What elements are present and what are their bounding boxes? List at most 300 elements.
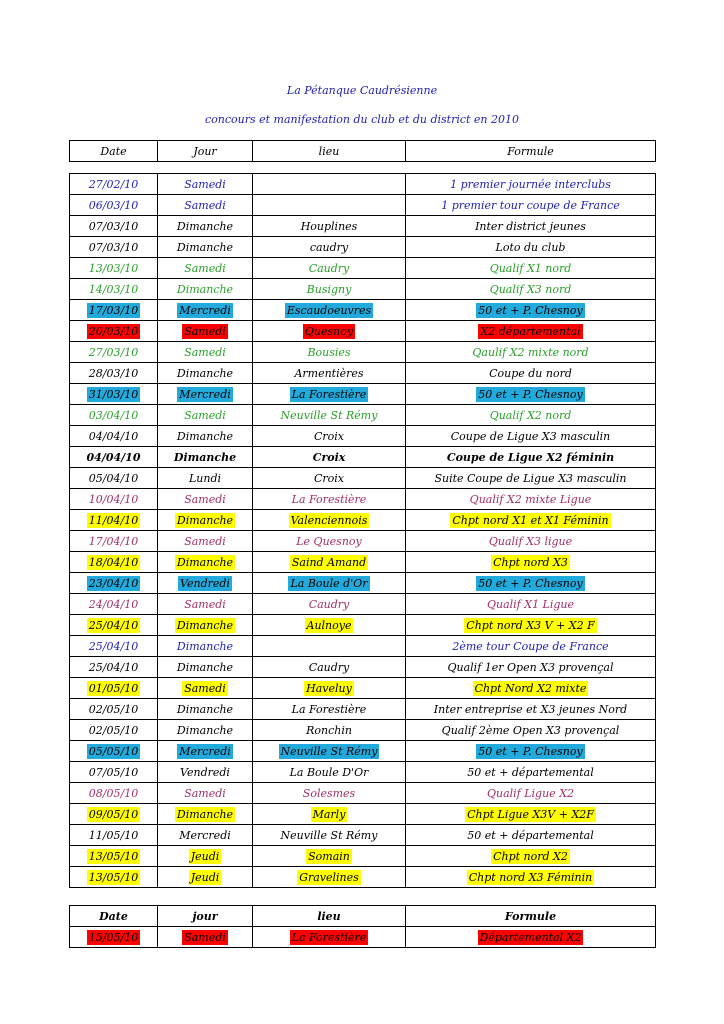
lieu-text: Croix	[313, 471, 345, 485]
cell-formule	[406, 657, 656, 678]
lieu-text: Caudry	[308, 660, 350, 674]
cell-lieu	[253, 867, 406, 888]
table-row	[70, 846, 656, 867]
cell-lieu	[253, 825, 406, 846]
cell-formule	[406, 678, 656, 699]
date-text: 02/05/10	[88, 723, 139, 737]
table-row	[70, 762, 656, 783]
lieu-text: Quesnoy	[304, 324, 354, 338]
formule-text: Qualif X2 mixte Ligue	[469, 492, 592, 506]
cell-formule	[406, 300, 656, 321]
table-row	[70, 783, 656, 804]
lieu-text: Armentières	[294, 366, 364, 380]
cell-formule	[406, 363, 656, 384]
jour-text: Samedi	[184, 345, 226, 359]
cell-jour	[158, 636, 253, 657]
table-row	[70, 510, 656, 531]
table-row	[70, 321, 656, 342]
cell-jour	[158, 678, 253, 699]
date-text: 07/05/10	[88, 765, 139, 779]
lieu-text: Houplines	[300, 219, 358, 233]
formule-text: 1 premier tour coupe de France	[441, 198, 620, 212]
cell-jour	[158, 804, 253, 825]
table-row	[70, 174, 656, 195]
cell-date	[70, 405, 158, 426]
cell-formule	[406, 741, 656, 762]
cell-jour	[158, 174, 253, 195]
header-table-2	[69, 905, 656, 927]
header-lieu: lieu	[253, 141, 406, 162]
cell-jour	[158, 510, 253, 531]
cell-jour	[158, 720, 253, 741]
cell-formule	[406, 258, 656, 279]
cell-jour	[158, 279, 253, 300]
date-text: 07/03/10	[88, 219, 139, 233]
cell-date	[70, 489, 158, 510]
table-row	[70, 195, 656, 216]
formule-text: Qualif 2ème Open X3 provençal	[441, 723, 620, 737]
jour-text: Lundi	[188, 471, 222, 485]
jour-text: Samedi	[184, 534, 226, 548]
table-row	[70, 867, 656, 888]
table-row	[70, 237, 656, 258]
events-body-2	[70, 927, 656, 948]
lieu-text: La Forestière	[291, 492, 367, 506]
cell-date	[70, 594, 158, 615]
table-row	[70, 363, 656, 384]
formule-text: Inter entreprise et X3 jeunes Nord	[433, 702, 628, 716]
jour-text: Vendredi	[180, 765, 230, 779]
events-table-2	[69, 926, 656, 948]
header-row-2	[70, 906, 656, 927]
formule-text: Chpt nord X1 et X1 Féminin	[452, 513, 609, 527]
date-text: 17/04/10	[88, 534, 139, 548]
lieu-text: Caudry	[308, 261, 350, 275]
date-text: 18/04/10	[88, 555, 139, 569]
formule-text: Inter district jeunes	[475, 219, 586, 233]
cell-lieu	[253, 804, 406, 825]
table-row	[70, 405, 656, 426]
date-text: 23/04/10	[88, 576, 139, 590]
formule-text: Chpt Nord X2 mixte	[474, 681, 587, 695]
date-text: 14/03/10	[88, 282, 139, 296]
formule-text: 50 et + P. Chesnoy	[478, 576, 583, 590]
cell-lieu	[253, 489, 406, 510]
cell-formule	[406, 783, 656, 804]
date-text: 11/04/10	[88, 513, 139, 527]
cell-formule	[406, 426, 656, 447]
cell-date	[70, 426, 158, 447]
cell-date	[70, 741, 158, 762]
table-row	[70, 678, 656, 699]
cell-jour	[158, 741, 253, 762]
cell-date	[70, 762, 158, 783]
cell-date	[70, 573, 158, 594]
date-text: 11/05/10	[88, 828, 139, 842]
cell-lieu	[253, 510, 406, 531]
cell-lieu	[253, 426, 406, 447]
cell-jour	[158, 405, 253, 426]
date-text: 10/04/10	[88, 492, 139, 506]
cell-formule	[406, 468, 656, 489]
date-text: 04/04/10	[88, 429, 139, 443]
cell-date	[70, 342, 158, 363]
header2-formule: Formule	[406, 906, 656, 927]
jour-text: Dimanche	[176, 219, 234, 233]
cell-date	[70, 174, 158, 195]
lieu-text: La Boule d'Or	[290, 576, 368, 590]
cell-lieu	[253, 237, 406, 258]
cell-lieu	[253, 636, 406, 657]
cell-date	[70, 510, 158, 531]
lieu-text: Aulnoye	[306, 618, 352, 632]
club-title: La Pétanque Caudrésienne	[286, 84, 438, 97]
table-row	[70, 468, 656, 489]
lieu-text: caudry	[309, 240, 349, 254]
lieu-text: Gravelines	[299, 870, 359, 884]
jour-text: Dimanche	[176, 639, 234, 653]
cell-formule	[406, 720, 656, 741]
cell-date	[70, 195, 158, 216]
cell-jour	[158, 594, 253, 615]
formule-text: Coupe de Ligue X3 masculin	[450, 429, 611, 443]
formule-text: Qualif X3 nord	[489, 282, 572, 296]
table-row	[70, 573, 656, 594]
jour-text: Mercredi	[179, 387, 231, 401]
formule-text: Qualif X1 Ligue	[486, 597, 575, 611]
cell-lieu	[253, 783, 406, 804]
cell-formule	[406, 594, 656, 615]
table-row	[70, 384, 656, 405]
cell-date	[70, 846, 158, 867]
date-text: 25/04/10	[88, 618, 139, 632]
cell-jour	[158, 321, 253, 342]
cell-jour	[158, 468, 253, 489]
formule-text: Coupe du nord	[489, 366, 572, 380]
cell-jour	[158, 489, 253, 510]
cell-jour	[158, 615, 253, 636]
formule-text: Loto du club	[495, 240, 566, 254]
formule-text: Coupe de Ligue X2 féminin	[446, 450, 615, 464]
lieu-text: Somain	[308, 849, 350, 863]
lieu-text: Solesmes	[302, 786, 356, 800]
cell-jour	[158, 447, 253, 468]
cell-lieu	[253, 762, 406, 783]
lieu-text: Neuville St Rémy	[280, 828, 378, 842]
formule-text: Chpt nord X3 Féminin	[468, 870, 593, 884]
table-row	[70, 804, 656, 825]
cell-formule	[406, 279, 656, 300]
date-text: 01/05/10	[88, 681, 139, 695]
cell-formule	[406, 636, 656, 657]
date-text: 02/05/10	[88, 702, 139, 716]
date-text: 09/05/10	[88, 807, 139, 821]
cell-formule	[406, 405, 656, 426]
cell-lieu	[253, 594, 406, 615]
cell-formule	[406, 195, 656, 216]
date-text: 27/02/10	[88, 177, 139, 191]
cell-lieu	[253, 321, 406, 342]
lieu-text: Croix	[312, 450, 346, 464]
cell-jour	[158, 258, 253, 279]
jour-text: Dimanche	[176, 660, 234, 674]
cell-lieu	[253, 846, 406, 867]
jour-text: Samedi	[184, 681, 226, 695]
formule-text: Départemental X2	[479, 930, 582, 944]
cell-jour	[158, 237, 253, 258]
date-text: 27/03/10	[88, 345, 139, 359]
header2-jour: jour	[158, 906, 253, 927]
jour-text: Samedi	[184, 261, 226, 275]
cell-formule	[406, 384, 656, 405]
cell-formule	[406, 447, 656, 468]
cell-formule	[406, 699, 656, 720]
cell-date	[70, 678, 158, 699]
cell-date	[70, 552, 158, 573]
jour-text: Dimanche	[176, 240, 234, 254]
cell-formule	[406, 615, 656, 636]
cell-lieu	[253, 615, 406, 636]
cell-formule	[406, 174, 656, 195]
cell-lieu	[253, 447, 406, 468]
table-row	[70, 447, 656, 468]
table-row	[70, 300, 656, 321]
cell-jour	[158, 552, 253, 573]
cell-date	[70, 531, 158, 552]
cell-lieu	[253, 216, 406, 237]
table-row	[70, 426, 656, 447]
cell-date	[70, 615, 158, 636]
cell-lieu	[253, 384, 406, 405]
cell-lieu	[253, 405, 406, 426]
cell-lieu	[253, 174, 406, 195]
events-table	[69, 173, 656, 888]
jour-text: Dimanche	[176, 702, 234, 716]
header2-date: Date	[70, 906, 158, 927]
lieu-text: Neuville St Rémy	[280, 408, 378, 422]
page-subtitle: concours et manifestation du club et du district en 2010	[204, 113, 520, 126]
cell-lieu	[253, 573, 406, 594]
jour-text: Samedi	[184, 597, 226, 611]
table-row	[70, 216, 656, 237]
cell-date	[70, 279, 158, 300]
cell-date	[70, 783, 158, 804]
formule-text: Chpt nord X3 V + X2 F	[466, 618, 595, 632]
lieu-text: Marly	[312, 807, 346, 821]
lieu-text: Ronchin	[306, 723, 352, 737]
cell-jour	[158, 762, 253, 783]
formule-text: Suite Coupe de Ligue X3 masculin	[434, 471, 627, 485]
cell-date	[70, 867, 158, 888]
cell-lieu	[253, 552, 406, 573]
lieu-text: La Boule D'Or	[289, 765, 369, 779]
formule-text: Qaulif X2 mixte nord	[472, 345, 589, 359]
cell-jour	[158, 867, 253, 888]
lieu-text: Busigny	[306, 282, 352, 296]
formule-text: 50 et + P. Chesnoy	[478, 387, 583, 401]
cell-date	[70, 237, 158, 258]
cell-lieu	[253, 699, 406, 720]
cell-date	[70, 657, 158, 678]
table-row	[70, 927, 656, 948]
jour-text: Dimanche	[176, 366, 234, 380]
jour-text: Dimanche	[176, 807, 234, 821]
formule-text: Qualif Ligue X2	[486, 786, 575, 800]
cell-date	[70, 636, 158, 657]
formule-text: 50 et + P. Chesnoy	[478, 744, 583, 758]
cell-formule	[406, 552, 656, 573]
formule-text: Chpt nord X2	[493, 849, 568, 863]
cell-date	[70, 927, 158, 948]
cell-lieu	[253, 258, 406, 279]
cell-jour	[158, 699, 253, 720]
jour-text: Samedi	[184, 324, 226, 338]
table-row	[70, 489, 656, 510]
cell-date	[70, 258, 158, 279]
date-text: 06/03/10	[88, 198, 139, 212]
header-row	[70, 141, 656, 162]
cell-jour	[158, 657, 253, 678]
formule-text: Qualif 1er Open X3 provençal	[447, 660, 614, 674]
lieu-text: Escaudoeuvres	[286, 303, 372, 317]
date-text: 15/05/10	[88, 930, 139, 944]
cell-formule	[406, 846, 656, 867]
lieu-text: Saind Amand	[291, 555, 367, 569]
cell-jour	[158, 426, 253, 447]
jour-text: Samedi	[184, 930, 226, 944]
date-text: 31/03/10	[88, 387, 139, 401]
cell-lieu	[253, 468, 406, 489]
formule-text: 50 et + départemental	[467, 765, 594, 779]
cell-jour	[158, 783, 253, 804]
jour-text: Dimanche	[176, 723, 234, 737]
header-formule: Formule	[406, 141, 656, 162]
cell-date	[70, 468, 158, 489]
table-row	[70, 657, 656, 678]
cell-jour	[158, 531, 253, 552]
jour-text: Jeudi	[190, 870, 220, 884]
cell-formule	[406, 531, 656, 552]
table-row	[70, 594, 656, 615]
jour-text: Samedi	[184, 408, 226, 422]
date-text: 24/04/10	[88, 597, 139, 611]
cell-date	[70, 447, 158, 468]
jour-text: Samedi	[184, 177, 226, 191]
formule-text: 50 et + départemental	[467, 828, 594, 842]
jour-text: Mercredi	[179, 744, 231, 758]
jour-text: Dimanche	[173, 450, 237, 464]
table-row	[70, 279, 656, 300]
jour-text: Dimanche	[176, 282, 234, 296]
cell-jour	[158, 363, 253, 384]
jour-text: Vendredi	[180, 576, 230, 590]
cell-date	[70, 216, 158, 237]
header-table	[69, 140, 656, 162]
cell-formule	[406, 321, 656, 342]
cell-date	[70, 699, 158, 720]
cell-lieu	[253, 531, 406, 552]
formule-text: X2 départemental	[480, 324, 581, 338]
cell-date	[70, 300, 158, 321]
formule-text: 50 et + P. Chesnoy	[478, 303, 583, 317]
date-text: 25/04/10	[88, 639, 139, 653]
table-row	[70, 741, 656, 762]
formule-text: Chpt nord X3	[493, 555, 568, 569]
jour-text: Jeudi	[190, 849, 220, 863]
date-text: 25/04/10	[88, 660, 139, 674]
jour-text: Dimanche	[176, 555, 234, 569]
date-text: 13/05/10	[88, 849, 139, 863]
cell-lieu	[253, 657, 406, 678]
cell-jour	[158, 342, 253, 363]
header-jour: Jour	[158, 141, 253, 162]
jour-text: Samedi	[184, 492, 226, 506]
table-row	[70, 615, 656, 636]
cell-jour	[158, 216, 253, 237]
date-text: 17/03/10	[88, 303, 139, 317]
lieu-text: Valenciennois	[290, 513, 368, 527]
table-row	[70, 720, 656, 741]
date-text: 13/03/10	[88, 261, 139, 275]
table-row	[70, 258, 656, 279]
cell-formule	[406, 927, 656, 948]
date-text: 20/03/10	[88, 324, 139, 338]
cell-date	[70, 384, 158, 405]
cell-formule	[406, 489, 656, 510]
cell-formule	[406, 216, 656, 237]
formule-text: Qualif X3 ligue	[488, 534, 573, 548]
table-row	[70, 699, 656, 720]
date-text: 07/03/10	[88, 240, 139, 254]
jour-text: Samedi	[184, 198, 226, 212]
table-row	[70, 531, 656, 552]
lieu-text: Haveluy	[306, 681, 352, 695]
cell-lieu	[253, 195, 406, 216]
lieu-text: Croix	[313, 429, 345, 443]
lieu-text: Caudry	[308, 597, 350, 611]
jour-text: Dimanche	[176, 429, 234, 443]
formule-text: 2ème tour Coupe de France	[452, 639, 609, 653]
cell-lieu	[253, 300, 406, 321]
header2-lieu: lieu	[253, 906, 406, 927]
jour-text: Mercredi	[179, 303, 231, 317]
jour-text: Samedi	[184, 786, 226, 800]
cell-lieu	[253, 741, 406, 762]
cell-formule	[406, 237, 656, 258]
jour-text: Dimanche	[176, 618, 234, 632]
table-row	[70, 552, 656, 573]
cell-jour	[158, 825, 253, 846]
formule-text: 1 premier journée interclubs	[450, 177, 611, 191]
cell-formule	[406, 510, 656, 531]
cell-date	[70, 321, 158, 342]
date-text: 08/05/10	[88, 786, 139, 800]
cell-lieu	[253, 363, 406, 384]
lieu-text: Le Quesnoy	[296, 534, 362, 548]
header-date: Date	[70, 141, 158, 162]
cell-formule	[406, 804, 656, 825]
date-text: 28/03/10	[88, 366, 139, 380]
cell-formule	[406, 825, 656, 846]
lieu-text: La Forestière	[291, 387, 367, 401]
cell-jour	[158, 384, 253, 405]
jour-text: Mercredi	[179, 828, 231, 842]
cell-formule	[406, 573, 656, 594]
cell-lieu	[253, 342, 406, 363]
cell-date	[70, 804, 158, 825]
date-text: 04/04/10	[86, 450, 141, 464]
table-row	[70, 342, 656, 363]
